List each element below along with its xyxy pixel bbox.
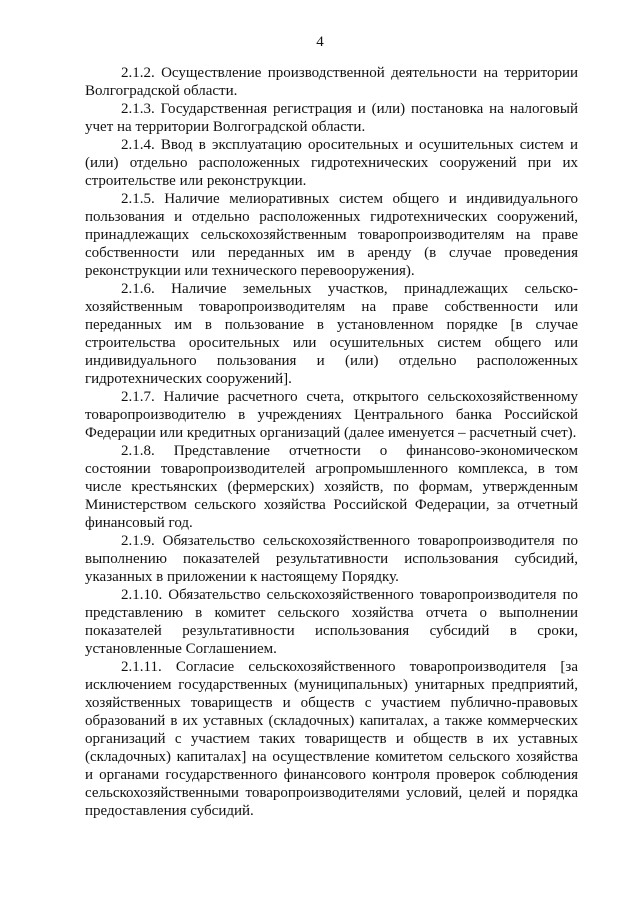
paragraph-2-1-2: 2.1.2. Осуществление производственной деятельности на территории Волгоградской области.: [85, 65, 578, 99]
paragraph-2-1-9: 2.1.9. Обязательство сельскохозяйственного товаропроизводителя по выполнению показателей результативности использования субсидий, указанных в приложении к настоящему Порядку.: [85, 533, 578, 585]
paragraph-2-1-10: 2.1.10. Обязательство сельскохозяйственного товаропроизводителя по представлению в комитет сельского хозяйства отчета о выполнении показателей результативности использования субсидий в сроки, установленные Соглашением.: [85, 587, 578, 657]
paragraph-2-1-3: 2.1.3. Государственная регистрация и (или) постановка на налоговый учет на территории Волгоградской области.: [85, 101, 578, 135]
paragraph-2-1-7: 2.1.7. Наличие расчетного счета, открытого сельскохозяйственному товаропроизводителю в учреждениях Центрального банка Российской Федерации или кредитных организаций (далее именуется – расчетный счет).: [85, 389, 578, 441]
paragraph-2-1-4: 2.1.4. Ввод в эксплуатацию оросительных и осушительных систем и (или) отдельно расположенных гидротехнических сооружений при их строительстве или реконструкции.: [85, 137, 578, 189]
paragraph-2-1-6: 2.1.6. Наличие земельных участков, принадлежащих сельско-хозяйственным товаропроизводителям на праве собственности или переданных им в пользование в установленном порядке [в случае строительства оросительных или осушительных систем общего или индивидуального пользования и (или) отдельно расположенных гидротехнических сооружений].: [85, 281, 578, 387]
document-body: [85, 64, 578, 820]
page-number: 4: [316, 34, 324, 50]
paragraph-2-1-8: 2.1.8. Представление отчетности о финансово-экономическом состоянии товаропроизводителей агропромышленного комплекса, в том числе крестьянских (фермерских) хозяйств, по формам, утвержденным Министерством сельского хозяйства Российской Федерации, за отчетный финансовый год.: [85, 443, 578, 531]
paragraph-2-1-5: 2.1.5. Наличие мелиоративных систем общего и индивидуального пользования и отдельно расположенных гидротехнических сооружений, принадлежащих сельскохозяйственным товаропроизводителям на праве собственности или переданных им в аренду (в случае проведения реконструкции или технического перевооружения).: [85, 191, 578, 279]
paragraph-2-1-11: 2.1.11. Согласие сельскохозяйственного товаропроизводителя [за исключением государственных (муниципальных) унитарных предприятий, хозяйственных товариществ и обществ с участием публично-правовых образований в их уставных (складочных) капиталах, а также коммерческих организаций с участием таких товариществ и обществ в их уставных (складочных) капиталах] на осуществление комитетом сельского хозяйства и органами государственного финансового контроля проверок соблюдения сельскохозяйственными товаропроизводителями условий, целей и порядка предоставления субсидий.: [85, 659, 578, 819]
